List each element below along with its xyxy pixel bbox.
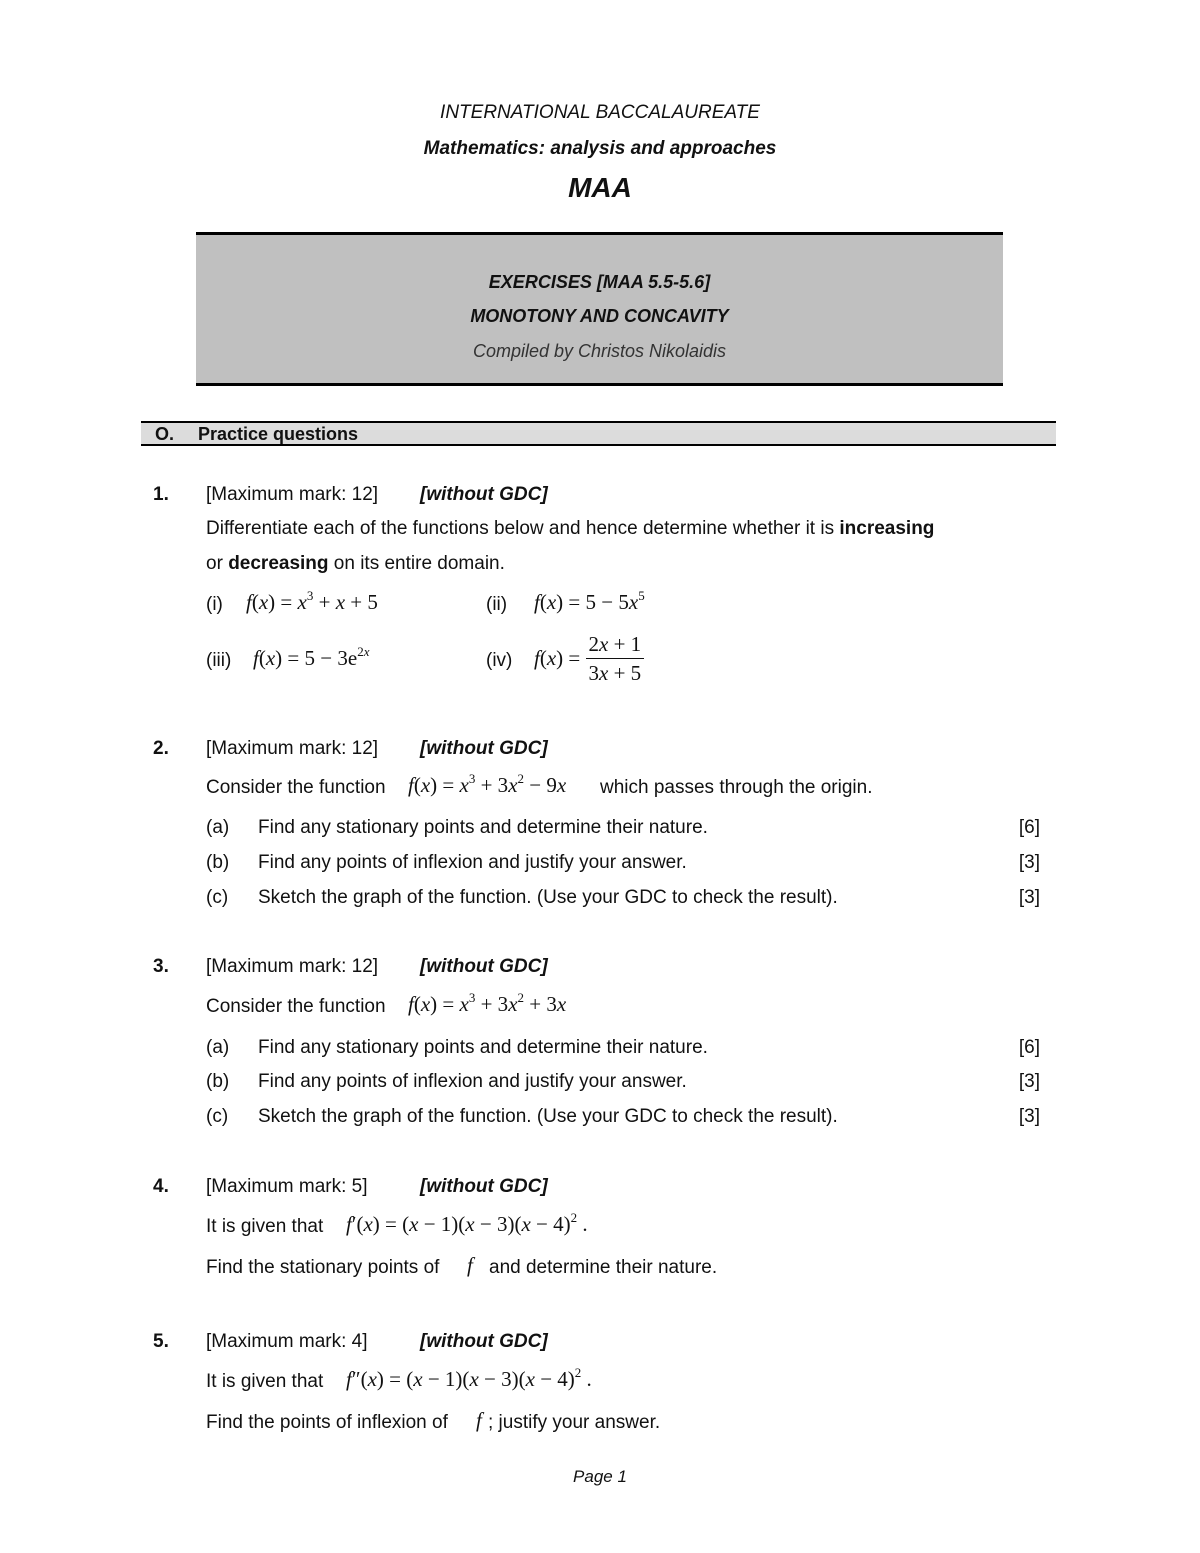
header-course: Mathematics: analysis and approaches [423, 138, 777, 159]
q2-part-a-label: (a) [206, 817, 230, 838]
q2-gdc: [without GDC] [420, 738, 548, 759]
q1-text-line-2: or decreasing on its entire domain. [206, 553, 505, 574]
q2-intro: Consider the function [206, 777, 386, 798]
q1-gdc: [without GDC] [420, 484, 548, 505]
q4-text-a: Find the stationary points of [206, 1257, 440, 1278]
header-code: MAA [568, 172, 632, 203]
q5-number: 5. [153, 1331, 169, 1352]
q3-part-b-label: (b) [206, 1071, 230, 1092]
q2-part-a-text: Find any stationary points and determine their nature. [258, 817, 708, 838]
q4-text-b: and determine their nature. [489, 1257, 718, 1278]
q2-part-b-mark: [3] [1018, 852, 1040, 873]
q3-part-a-text: Find any stationary points and determine their nature. [258, 1037, 708, 1058]
q4-intro: It is given that [206, 1216, 324, 1237]
section-number: O. [155, 424, 175, 444]
q2-part-b-text: Find any points of inflexion and justify your answer. [258, 852, 687, 873]
q1-part-iv-formula: f(x) = $\frac{2x + 1}{3x + 5}$ [534, 632, 644, 685]
q4-formula: $f'(x) = (x - 1)(x - 3)(x - 4)^2$ . [346, 1210, 588, 1236]
page-number: Page 1 [573, 1467, 627, 1486]
q3-intro: Consider the function [206, 996, 386, 1017]
q1-part-ii-label: (ii) [486, 594, 508, 615]
q2-number: 2. [153, 738, 169, 759]
q3-formula: $f(x) = x^3 + 3x^2 + 3x$ [408, 990, 567, 1016]
q5-formula: $f''(x) = (x - 1)(x - 3)(x - 4)^2$ . [346, 1365, 592, 1391]
q1-part-ii-formula: $f(x) = 5 - 5x^5$ [534, 588, 645, 614]
q1-text-line-1: Differentiate each of the functions below and hence determine whether it is increasing [206, 518, 935, 539]
q1-part-iv-label: (iv) [486, 650, 513, 671]
q3-number: 3. [153, 956, 169, 977]
q3-part-a-label: (a) [206, 1037, 230, 1058]
q2-max-mark: [Maximum mark: 12] [206, 738, 379, 759]
q5-max-mark: [Maximum mark: 4] [206, 1331, 368, 1352]
q1-part-i-label: (i) [206, 594, 223, 615]
q3-part-b-mark: [3] [1018, 1071, 1040, 1092]
q5-text-b: ; justify your answer. [488, 1412, 661, 1433]
q3-part-b-text: Find any points of inflexion and justify your answer. [258, 1071, 687, 1092]
q2-intro-end: which passes through the origin. [600, 777, 873, 798]
q5-text-a: Find the points of inflexion of [206, 1412, 448, 1433]
q3-max-mark: [Maximum mark: 12] [206, 956, 379, 977]
q2-formula: $f(x) = x^3 + 3x^2 - 9x$ [408, 771, 567, 797]
q4-gdc: [without GDC] [420, 1176, 548, 1197]
q3-part-c-text: Sketch the graph of the function. (Use your GDC to check the result). [258, 1106, 838, 1127]
header-org: INTERNATIONAL BACCALAUREATE [440, 102, 760, 123]
q1-number: 1. [153, 484, 169, 505]
q4-f-symbol: f [467, 1253, 473, 1277]
q2-part-b-label: (b) [206, 852, 230, 873]
q2-part-a-mark: [6] [1018, 817, 1040, 838]
q4-max-mark: [Maximum mark: 5] [206, 1176, 368, 1197]
q1-part-iii-formula: $f(x) = 5 - 3e^{2x}$ [253, 644, 370, 670]
q3-part-c-mark: [3] [1018, 1106, 1040, 1127]
section-title: Practice questions [198, 424, 359, 444]
title-line-3: Compiled by Christos Nikolaidis [472, 341, 727, 361]
q3-gdc: [without GDC] [420, 956, 548, 977]
q2-part-c-label: (c) [206, 887, 229, 908]
title-line-1: EXERCISES [MAA 5.5-5.6] [488, 272, 711, 292]
q4-number: 4. [153, 1176, 169, 1197]
q5-gdc: [without GDC] [420, 1331, 548, 1352]
q5-intro: It is given that [206, 1371, 324, 1392]
q5-f-symbol: f [476, 1408, 482, 1432]
q1-max-mark: [Maximum mark: 12] [206, 484, 379, 505]
q1-part-i-formula: $f(x) = x^3 + x + 5$ [246, 588, 378, 614]
q1-part-iii-label: (iii) [206, 650, 232, 671]
title-line-2: MONOTONY AND CONCAVITY [470, 306, 729, 326]
q3-part-a-mark: [6] [1018, 1037, 1040, 1058]
q2-part-c-text: Sketch the graph of the function. (Use your GDC to check the result). [258, 887, 838, 908]
q3-part-c-label: (c) [206, 1106, 229, 1127]
q2-part-c-mark: [3] [1018, 887, 1040, 908]
